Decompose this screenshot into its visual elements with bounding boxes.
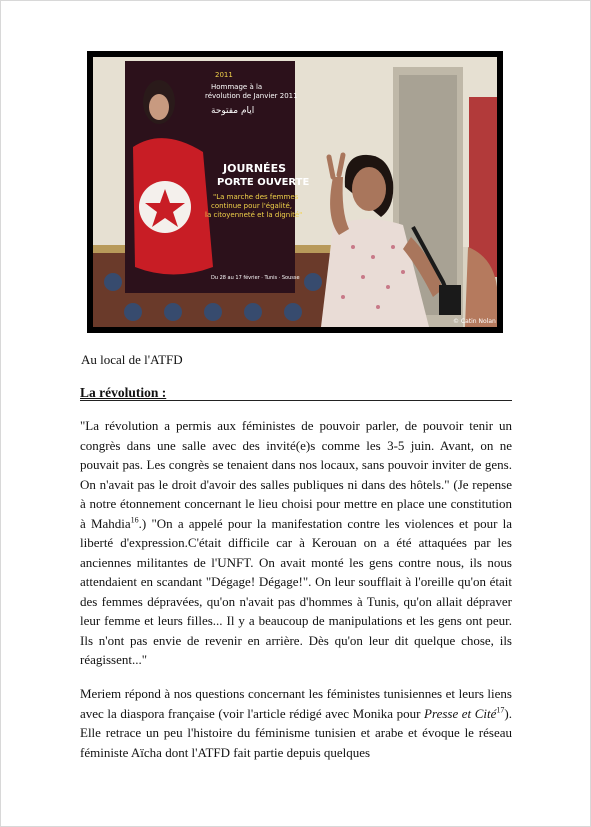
publication-title: Presse et Cité xyxy=(424,705,497,721)
svg-text:révolution de Janvier 2011: révolution de Janvier 2011 xyxy=(205,92,298,100)
paragraph-2 xyxy=(80,684,512,762)
paragraph-1 xyxy=(80,416,512,670)
svg-text:la citoyenneté et la dignité": la citoyenneté et la dignité" xyxy=(205,211,303,219)
photo-credit: © Catin Nolan xyxy=(453,318,496,325)
svg-text:2011: 2011 xyxy=(215,71,233,79)
svg-text:"La marche des femmes: "La marche des femmes xyxy=(213,193,299,201)
svg-text:JOURNÉES: JOURNÉES xyxy=(223,162,287,175)
footnote-ref-16[interactable]: 16 xyxy=(130,515,139,525)
paragraph-2-text-b: ). Elle retrace un peu l'histoire du féminisme tunisien et arabe et évoque le réseau féministe Aïcha dont l'ATFD fait partie depuis quelques xyxy=(80,705,512,760)
svg-text:ايام مفتوحة: ايام مفتوحة xyxy=(211,106,255,116)
section-heading: La révolution : xyxy=(80,385,167,400)
svg-text:continue pour l'égalité,: continue pour l'égalité, xyxy=(211,202,293,210)
article-photo xyxy=(87,51,503,333)
svg-text:PORTE OUVERTE: PORTE OUVERTE xyxy=(217,177,310,188)
svg-text:Hommage à la: Hommage à la xyxy=(211,83,263,91)
footnote-ref-17[interactable]: 17 xyxy=(496,705,505,715)
paragraph-2-text-a: Meriem répond à nos questions concernant les féministes tunisiennes et leurs liens avec la diaspora française (voir l'article rédigé avec Monika pour xyxy=(80,686,512,721)
svg-text:Du 28 au 17 février · Tunis ·: Du 28 au 17 février · Tunis · Sousse xyxy=(211,275,300,281)
heading-rule xyxy=(80,400,512,401)
paragraph-1-text-b: .) "On a appelé pour la manifestation contre les violences et pour la liberté d'expression.C'était difficile car à Kerouan on a été attaquées par les anciennes militantes de l'UNFT. On avait monté les gens contre nous, ils nous attendaient en scandant "Dégage! Dégage!". On leur soufflait à l'oreille qu'on était des femmes dépravées, qu'on n'avait pas d'hommes à Tunis, qu'on allait dépraver leur femme et leurs filles... Il y a beaucoup de manipulations et les gens ont peur. Ils n'ont pas envie de revenir en arrière. Dès qu'on leur dit quelque chose, ils réagissent..." xyxy=(80,515,512,667)
paragraph-1-text-a: "La révolution a permis aux féministes de pouvoir parler, de pouvoir tenir un congrès dans une salle avec des invité(e)s comme les 3-5 juin. Avant, on ne pouvait pas. Les congrès se tenaient dans nos locaux, sans pouvoir inviter de gens. On n'avait pas le droit d'avoir des salles publiques ni dans des hôtels." (Je repense à notre étonnement concernant le lieu choisi pour mettre en place une constitution à Mahdia xyxy=(80,418,512,531)
photo-caption: Au local de l'ATFD xyxy=(81,352,183,367)
